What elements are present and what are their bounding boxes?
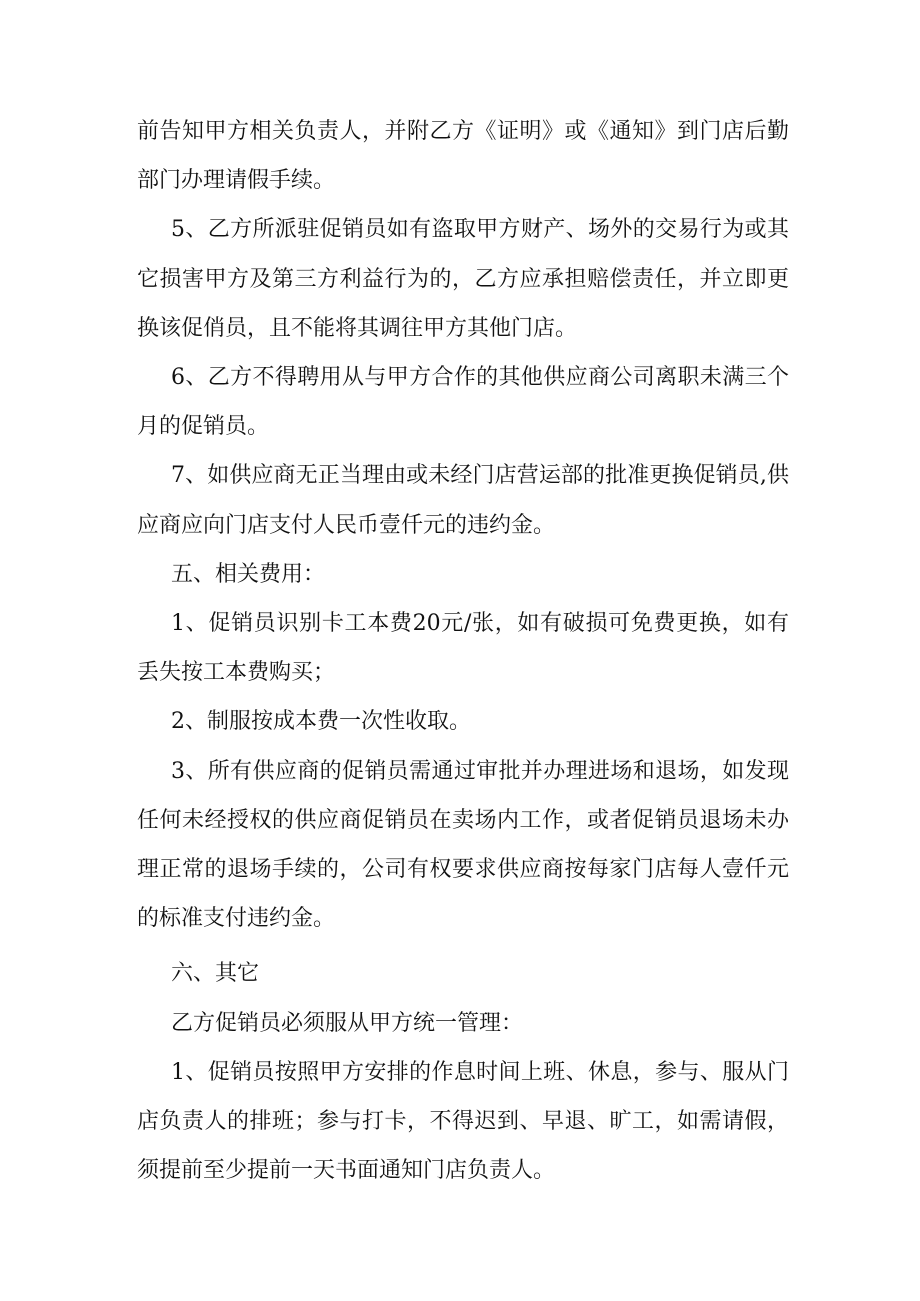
section-heading-other: 六、其它 [171,961,260,987]
clause-6: 6、乙方不得聘用从与甲方合作的其他供应商公司离职未满三个月的促销员。 [137,365,789,440]
section-heading-fees: 五、相关费用： [171,561,326,587]
other-intro: 乙方促销员必须服从甲方统一管理： [171,1010,524,1036]
fee-clause-2: 2、制服按成本费一次性收取。 [171,709,471,735]
paragraph-continuation: 前告知甲方相关负责人，并附乙方《证明》或《通知》到门店后勤部门办理请假手续。 [137,119,789,194]
document-body [137,107,789,1195]
fee-clause-3: 3、所有供应商的促销员需通过审批并办理进场和退场，如发现任何未经授权的供应商促销员在卖场内工作，或者促销员退场未办理正常的退场手续的，公司有权要求供应商按每家门店每人壹仟元的标准支付违约金。 [137,758,789,932]
clause-5: 5、乙方所派驻促销员如有盗取甲方财产、场外的交易行为或其它损害甲方及第三方利益行为的，乙方应承担赔偿责任，并立即更换该促俏员，且不能将其调往甲方其他门店。 [137,217,789,341]
other-clause-1: 1、促销员按照甲方安排的作息时间上班、休息，参与、服从门店负责人的排班；参与打卡，不得迟到、早退、旷工，如需请假，须提前至少提前一天书面通知门店负责人。 [137,1059,789,1184]
fee-clause-1: 1、促销员识别卡工本费20元/张，如有破损可免费更换，如有丢失按工本费购买； [137,611,789,686]
clause-7: 7、如供应商无正当理由或未经门店营运部的批准更换促销员,供应商应向门店支付人民币壹仟元的违约金。 [137,463,789,538]
